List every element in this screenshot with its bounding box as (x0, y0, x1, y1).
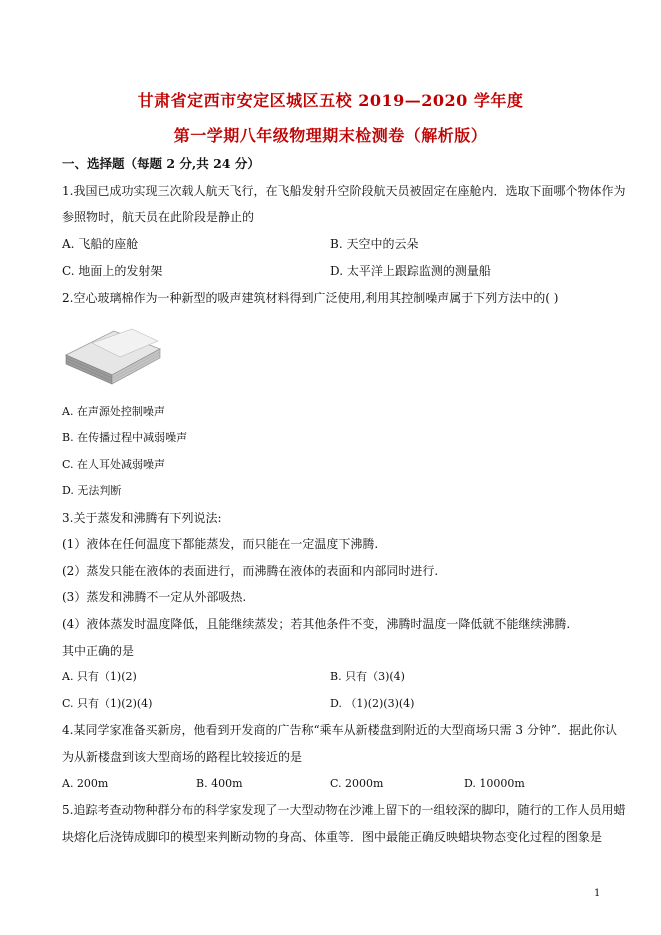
q3-option-d: D. （1)(2)(3)(4) (330, 697, 415, 710)
title-line-1: 甘肃省定西市安定区城区五校 2019—2020 学年度 (137, 91, 524, 110)
q3-option-c: C. 只有（1)(2)(4) (62, 697, 153, 710)
q3-question: 其中正确的是 (62, 644, 135, 658)
section-heading: 一、选择题（每题 2 分,共 24 分） (62, 156, 260, 171)
q4-stem-line-2: 为从新楼盘到该大型商场的路程比较接近的是 (62, 750, 303, 764)
q1-option-b: B. 天空中的云朵 (330, 237, 419, 251)
q1-stem-line-1: 1.我国已成功实现三次载人航天飞行，在飞船发射升空阶段航天员被固定在座舱内．选取下面哪个物体作为 (62, 184, 626, 198)
q3-statement-4: (4）液体蒸发时温度降低，且能继续蒸发；若其他条件不变，沸腾时温度一降低就不能继续沸腾. (62, 617, 571, 631)
q2-option-d: D. 无法判断 (62, 484, 122, 497)
q4-option-a: A. 200m (62, 777, 109, 790)
q3-option-b: B. 只有（3)(4) (330, 670, 405, 683)
title-line-2: 第一学期八年级物理期末检测卷（解析版） (173, 126, 488, 145)
q2-option-c: C. 在人耳处减弱噪声 (62, 458, 166, 471)
q4-option-c: C. 2000m (330, 777, 384, 790)
q3-statement-2: (2）蒸发只能在液体的表面进行，而沸腾在液体的表面和内部同时进行. (62, 564, 439, 578)
q3-stem: 3.关于蒸发和沸腾有下列说法: (62, 511, 222, 525)
q3-option-a: A. 只有（1)(2) (62, 670, 137, 683)
q4-stem-line-1: 4.某同学家准备买新房，他看到开发商的广告称“乘车从新楼盘到附近的大型商场只需 3 分钟”．据此你认 (62, 723, 617, 737)
q1-option-d: D. 太平洋上跟踪监测的测量船 (330, 264, 491, 278)
q2-option-a: A. 在声源处控制噪声 (62, 405, 165, 418)
q3-statement-3: (3）蒸发和沸腾不一定从外部吸热. (62, 590, 247, 604)
q5-stem-line-2: 块熔化后浇铸成脚印的模型来判断动物的身高、体重等．图中最能正确反映蜡块物态变化过程的图象是 (62, 830, 603, 844)
glass-wool-panel-image (62, 325, 162, 387)
q2-stem: 2.空心玻璃棉作为一种新型的吸声建筑材料得到广泛使用,利用其控制噪声属于下列方法中的( ) (62, 291, 559, 305)
q2-option-b: B. 在传播过程中减弱噪声 (62, 431, 188, 444)
q4-option-d: D. 10000m (464, 777, 525, 790)
q5-stem-line-1: 5.追踪考查动物种群分布的科学家发现了一大型动物在沙滩上留下的一组较深的脚印，随行的工作人员用蜡 (62, 803, 626, 817)
q3-statement-1: (1）液体在任何温度下都能蒸发，而只能在一定温度下沸腾. (62, 537, 379, 551)
q1-option-a: A. 飞船的座舱 (62, 237, 139, 251)
q1-stem-line-2: 参照物时，航天员在此阶段是静止的 (62, 210, 255, 224)
q4-option-b: B. 400m (196, 777, 243, 790)
q1-option-c: C. 地面上的发射架 (62, 264, 163, 278)
page-number: 1 (594, 888, 601, 899)
